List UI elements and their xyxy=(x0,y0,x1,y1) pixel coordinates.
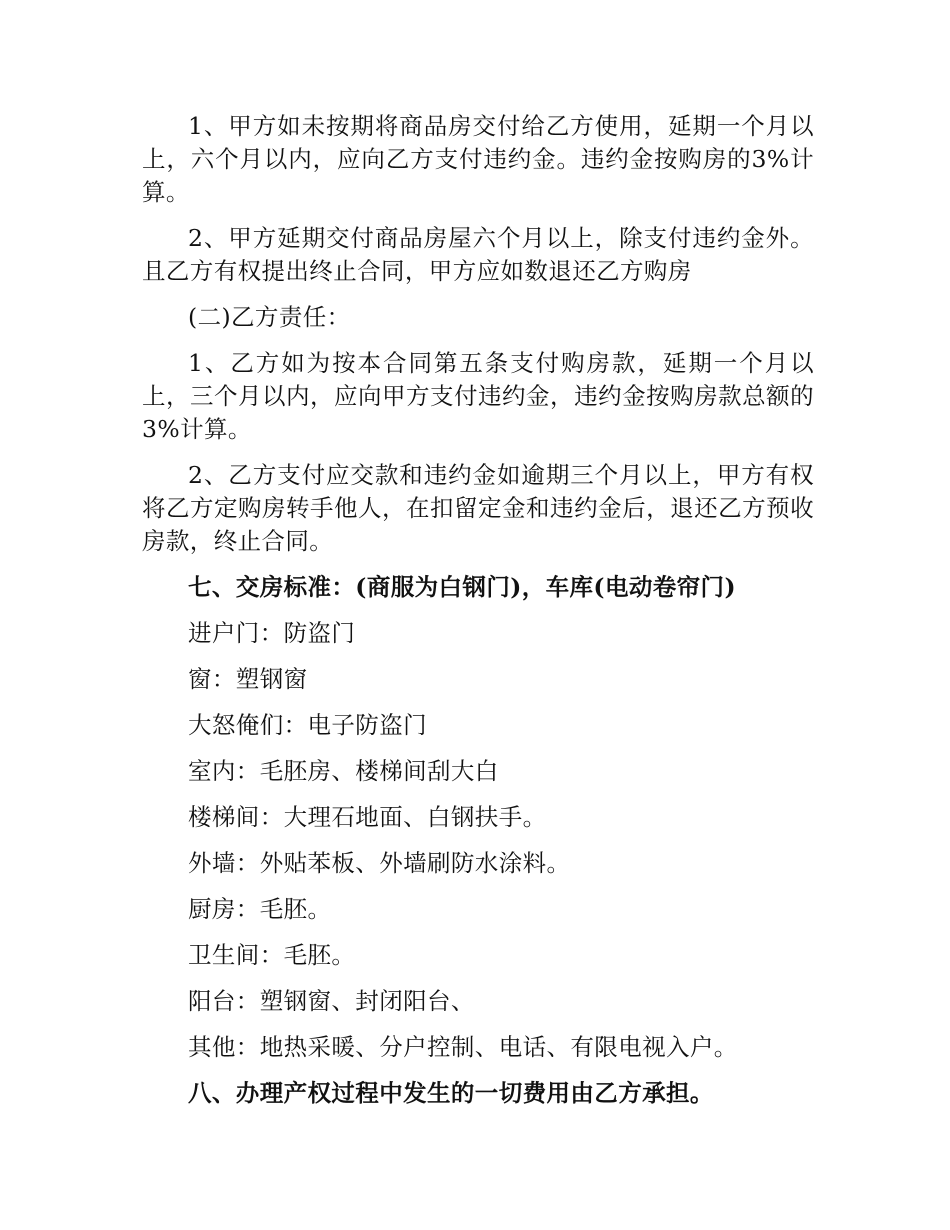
delivery-item-exterior-wall: 外墙：外贴苯板、外墙刷防水涂料。 xyxy=(188,849,571,877)
delivery-item-window: 窗：塑钢窗 xyxy=(188,665,308,693)
section-7-heading: 七、交房标准：(商服为白钢门)，车库(电动卷帘门) xyxy=(188,573,736,601)
paragraph-buyer-overdue-termination: 2、乙方支付应交款和违约金如逾期三个月以上，甲方有权将乙方定购房转手他人，在扣留定金和违约金后，退还乙方预收房款，终止合同。 xyxy=(142,461,814,555)
paragraph-buyer-late-payment: 1、乙方如为按本合同第五条支付购房款，延期一个月以上，三个月以内，应向甲方支付违约金，违约金按购房款总额的3%计算。 xyxy=(142,349,814,443)
delivery-item-entry-door: 进户门：防盗门 xyxy=(188,619,356,647)
delivery-item-balcony: 阳台：塑钢窗、封闭阳台、 xyxy=(188,987,475,1015)
document-page xyxy=(142,110,814,1123)
delivery-item-main-door: 大怒俺们：电子防盗门 xyxy=(188,711,427,739)
delivery-item-interior: 室内：毛胚房、楼梯间刮大白 xyxy=(188,757,499,785)
paragraph-seller-delay-termination: 2、甲方延期交付商品房屋六个月以上，除支付违约金外。且乙方有权提出终止合同，甲方应如数退还乙方购房 xyxy=(142,224,814,285)
paragraph-seller-delay-penalty: 1、甲方如未按期将商品房交付给乙方使用，延期一个月以上，六个月以内，应向乙方支付违约金。违约金按购房的3%计算。 xyxy=(142,112,814,206)
delivery-item-bathroom: 卫生间：毛胚。 xyxy=(188,941,356,969)
section-8-heading: 八、办理产权过程中发生的一切费用由乙方承担。 xyxy=(188,1079,714,1107)
paragraph-buyer-responsibility-heading: (二)乙方责任： xyxy=(188,303,351,331)
delivery-item-kitchen: 厨房：毛胚。 xyxy=(188,895,332,923)
delivery-item-other: 其他：地热采暖、分户控制、电话、有限电视入户。 xyxy=(188,1033,738,1061)
delivery-item-stairwell: 楼梯间：大理石地面、白钢扶手。 xyxy=(188,803,547,831)
